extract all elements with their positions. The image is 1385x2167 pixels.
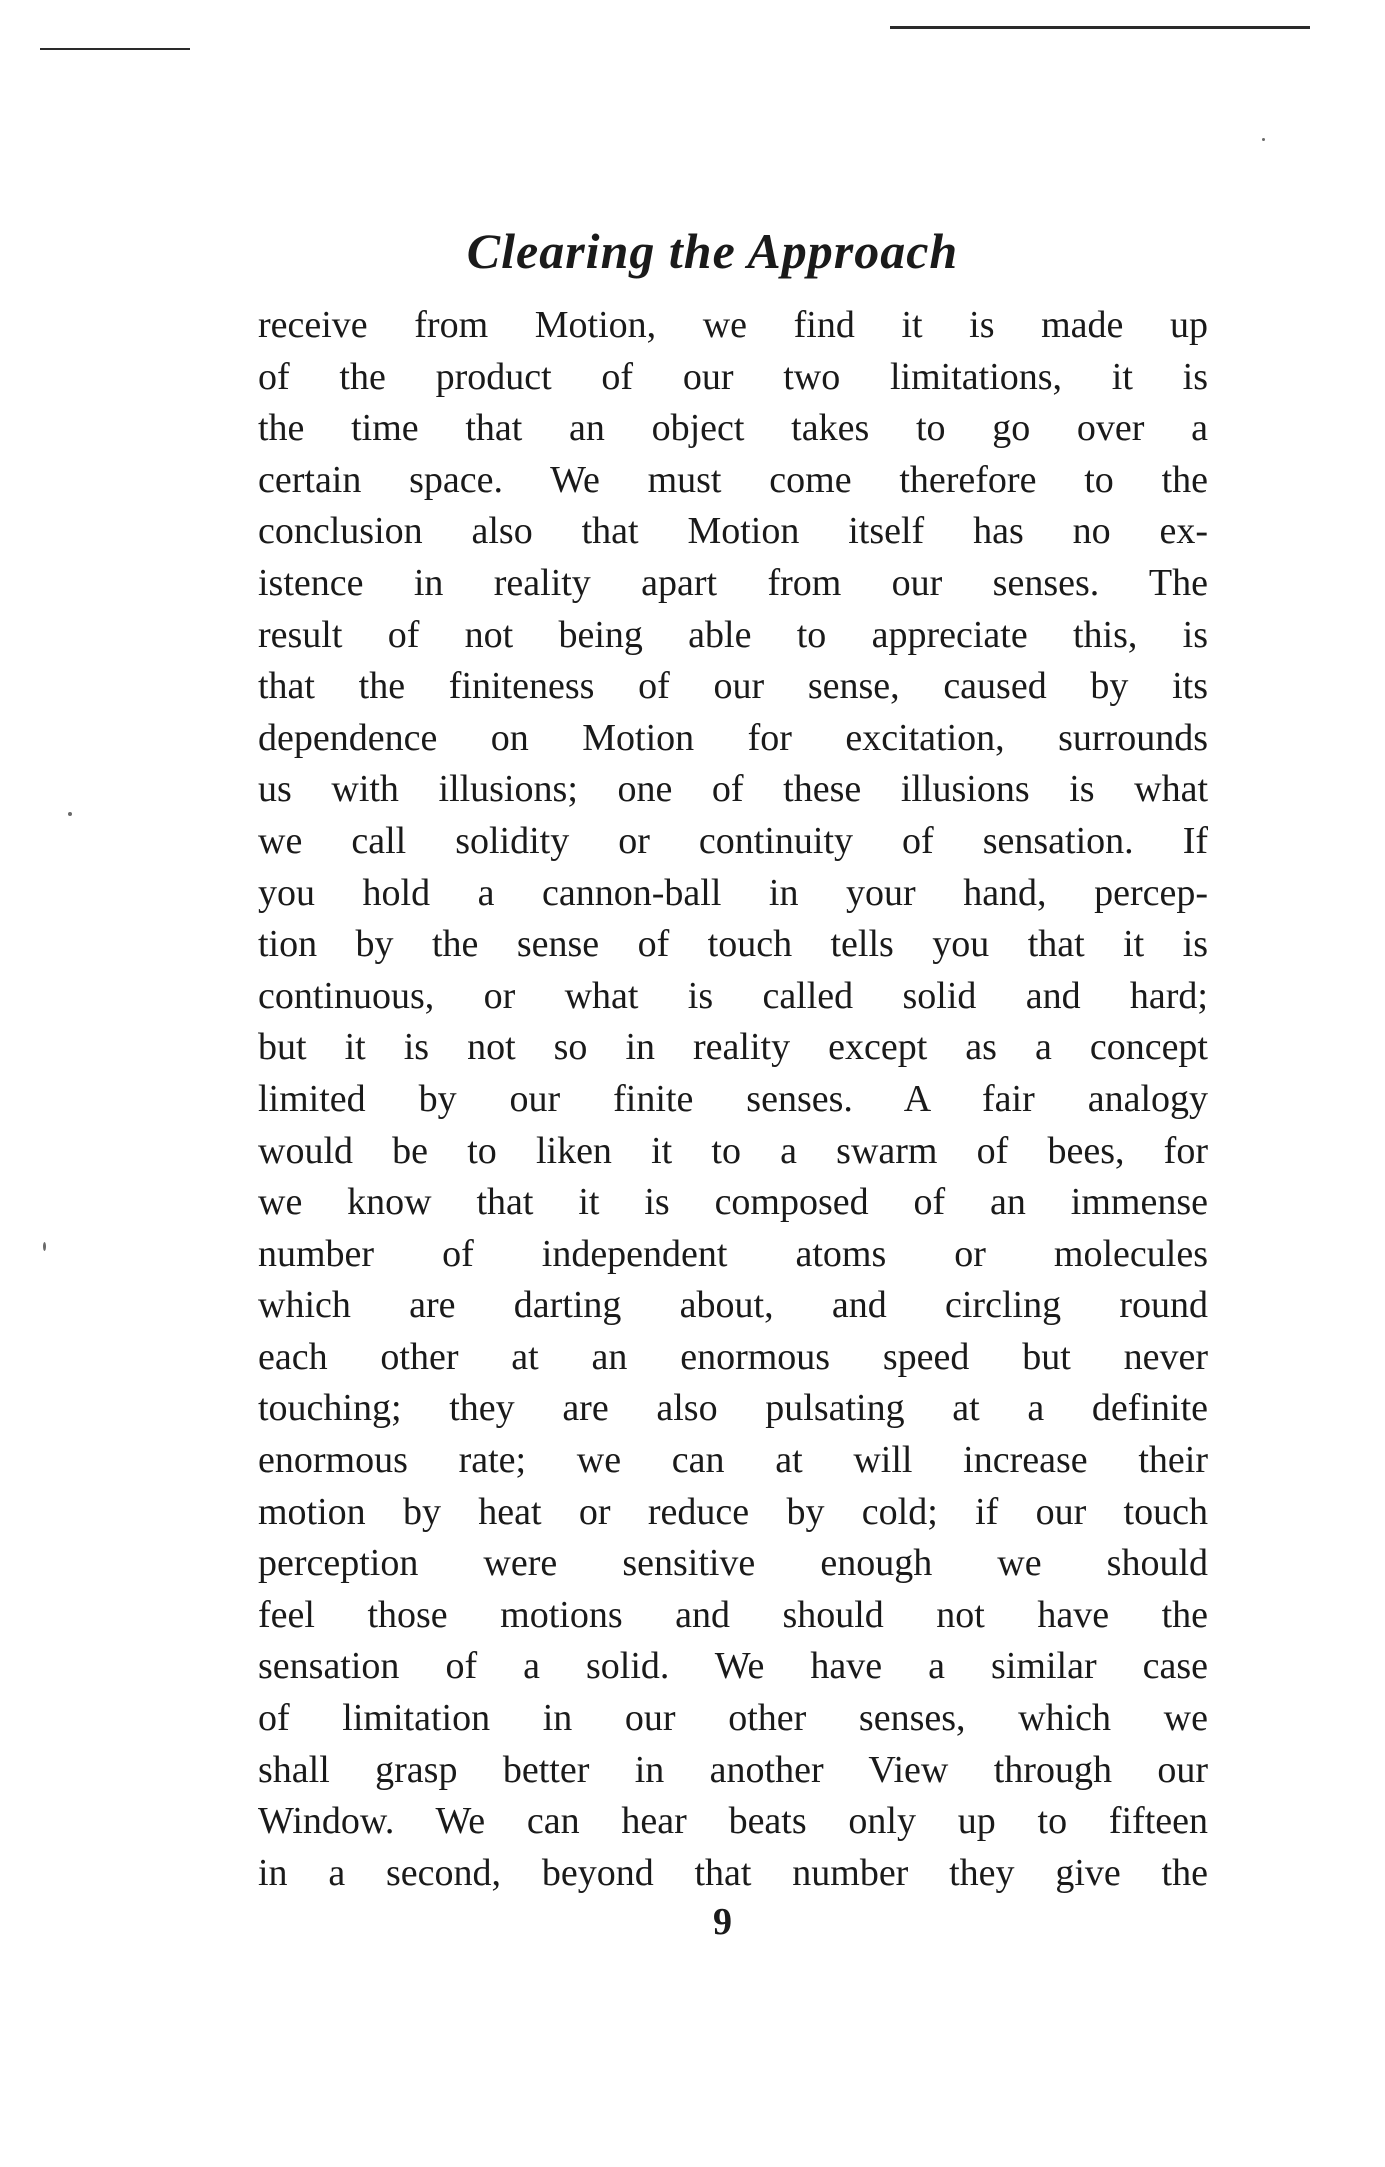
text-line: you hold a cannon-ball in your hand, percep- [258,871,1208,914]
text-line: which are darting about, and circling round [258,1284,1208,1327]
text-line: touching; they are also pulsating at a definite [258,1387,1208,1430]
text-line: the time that an object takes to go over a [258,407,1208,450]
text-line: that the finiteness of our sense, caused by its [258,665,1208,708]
text-line: Window. We can hear beats only up to fifteen [258,1800,1208,1843]
scan-speck [68,812,72,816]
top-right-rule [890,26,1310,29]
running-head: Clearing the Approach [466,223,959,279]
text-line: feel those motions and should not have the [258,1593,1208,1636]
text-line: istence in reality apart from our senses. The [258,561,1208,604]
body-text [258,300,1208,1899]
text-line: of the product of our two limitations, it is [258,355,1208,398]
text-line: receive from Motion, we find it is made up [258,304,1208,346]
text-line: enormous rate; we can at will increase their [258,1439,1208,1482]
top-left-rule [40,48,190,50]
text-line: we call solidity or continuity of sensation. If [258,819,1208,862]
scan-speck [43,1242,46,1251]
text-line: perception were sensitive enough we should [258,1542,1208,1585]
text-line: result of not being able to appreciate this, is [258,613,1208,656]
text-line: number of independent atoms or molecules [258,1232,1208,1275]
text-line: certain space. We must come therefore to the [258,458,1208,501]
text-line: sensation of a solid. We have a similar case [258,1645,1208,1688]
text-line: but it is not so in reality except as a concept [258,1026,1208,1069]
text-line: we know that it is composed of an immense [258,1181,1208,1224]
scan-speck [1262,138,1265,141]
text-line: would be to liken it to a swarm of bees, for [258,1129,1208,1172]
text-line: of limitation in our other senses, which we [258,1697,1208,1740]
text-line: in a second, beyond that number they give the [258,1851,1208,1894]
text-line: tion by the sense of touch tells you that it is [258,923,1208,966]
text-line: continuous, or what is called solid and hard; [258,974,1208,1017]
text-line: shall grasp better in another View through our [258,1748,1208,1791]
text-line: each other at an enormous speed but never [258,1335,1208,1378]
text-line: limited by our finite senses. A fair analogy [258,1077,1208,1120]
page-number: 9 [713,1901,732,1943]
text-line: us with illusions; one of these illusions is what [258,768,1208,811]
text-line: dependence on Motion for excitation, surrounds [258,716,1208,759]
text-line: conclusion also that Motion itself has no ex- [258,510,1208,553]
text-line: motion by heat or reduce by cold; if our touch [258,1490,1208,1533]
